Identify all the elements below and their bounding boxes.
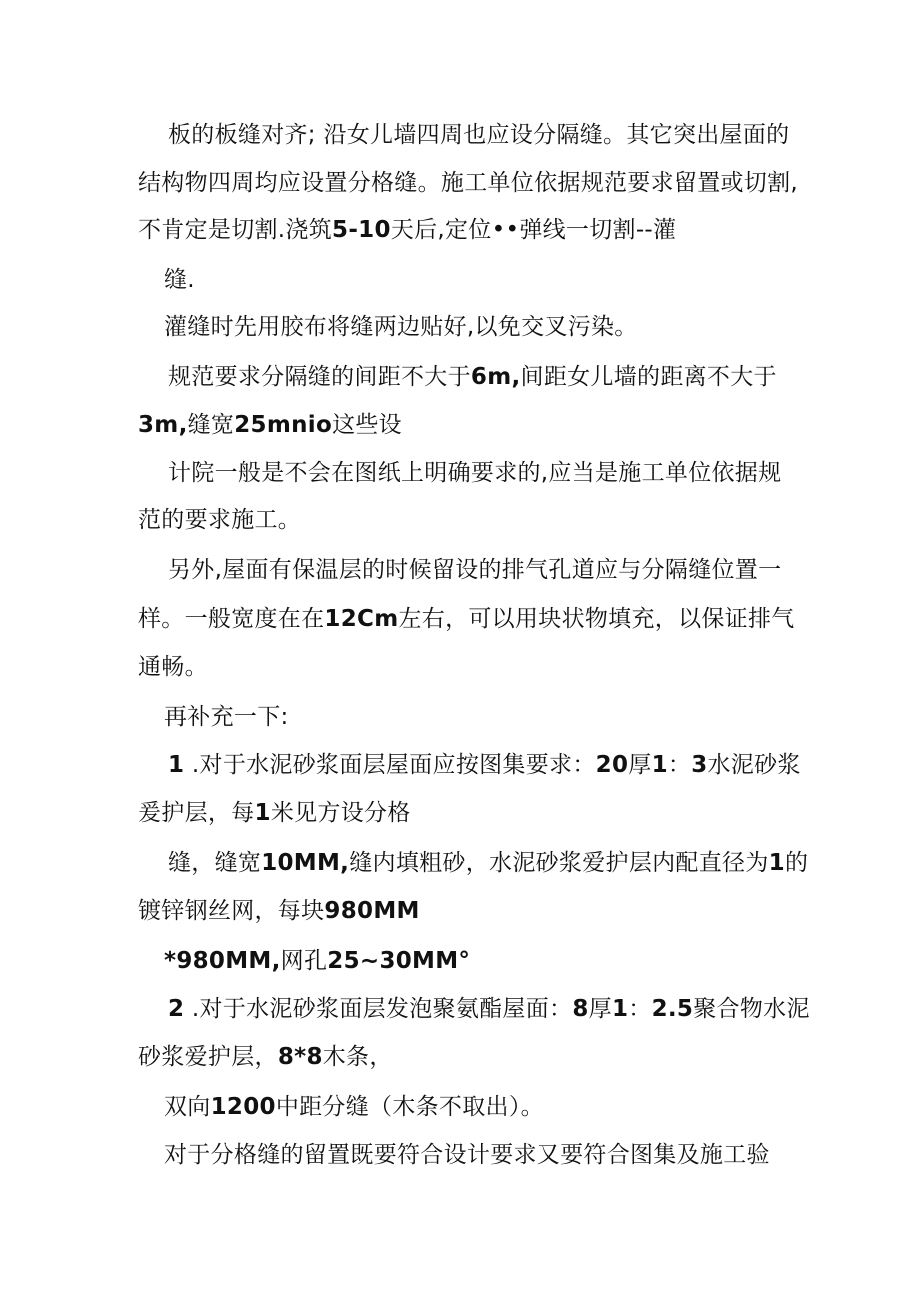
text-segment: 缝宽: [187, 412, 235, 438]
text-line: [168, 458, 781, 488]
bold-text-segment: 1200: [210, 1094, 276, 1120]
text-segment: 爰护层，每: [138, 800, 255, 826]
text-segment: 厚: [588, 996, 612, 1022]
bold-text-segment: 1: [254, 800, 271, 826]
text-segment: 间距女儿墙的距离不大于: [520, 364, 777, 390]
text-line: [138, 410, 402, 440]
bold-text-segment: 12Cm: [324, 606, 399, 632]
text-line: [164, 1092, 544, 1122]
text-segment: .对于水泥砂浆面层屋面应按图集要求：: [184, 752, 596, 778]
text-segment: 样。一般宽度在在: [138, 606, 325, 632]
text-line: [164, 946, 470, 976]
text-segment: 米见方设分格: [270, 800, 411, 826]
text-line: [168, 750, 801, 780]
text-line: [168, 120, 789, 150]
bold-text-segment: 20: [595, 752, 629, 778]
text-segment: 这些设: [332, 412, 402, 438]
text-line: [164, 312, 638, 342]
bold-text-segment: 2.5: [651, 996, 694, 1022]
text-segment: 灌缝时先用胶布将缝两边贴好,以免交叉污染。: [164, 314, 638, 340]
text-segment: 再补充一下:: [164, 704, 289, 730]
text-segment: 缝.: [164, 267, 195, 293]
text-segment: 的: [784, 850, 809, 876]
text-line: [138, 604, 795, 634]
text-segment: 板的板缝对齐; 沿女儿墙四周也应设分隔缝。其它突出屋面的: [168, 122, 790, 148]
bold-text-segment: 8: [572, 996, 589, 1022]
text-segment: 聚合物水泥: [693, 996, 810, 1022]
text-segment: 另外,屋面有保温层的时候留设的排气孔道应与分隔缝位置一: [168, 557, 782, 583]
text-segment: ：: [667, 752, 692, 778]
text-segment: 镀锌钢丝网，每块: [138, 898, 325, 924]
bold-text-segment: 10MM,: [261, 850, 350, 876]
text-segment: 不肯定是切割.浇筑: [138, 217, 333, 243]
text-line: [168, 848, 808, 878]
text-segment: 结构物四周均应设置分格缝。施工单位依据规范要求留置或切割,: [138, 170, 799, 196]
text-segment: 计院一般是不会在图纸上明确要求的,应当是施工单位依据规: [168, 460, 782, 486]
bold-text-segment: 8*8: [277, 1044, 323, 1070]
text-segment: 砂浆爱护层，: [138, 1044, 278, 1070]
text-segment: 范的要求施工。: [138, 507, 302, 533]
text-segment: 对于分格缝的留置既要符合设计要求又要符合图集及施工验: [164, 1142, 770, 1168]
text-line: [164, 265, 195, 295]
text-line: [164, 1140, 770, 1170]
bold-text-segment: 3m,: [138, 412, 188, 438]
text-line: [138, 896, 420, 926]
text-segment: .对于水泥砂浆面层发泡聚氨酯屋面：: [184, 996, 573, 1022]
bold-text-segment: 5-10: [332, 217, 391, 243]
text-segment: 厚: [628, 752, 652, 778]
bold-text-segment: 980MM: [324, 898, 420, 924]
bold-text-segment: 25~30MM°: [327, 948, 471, 974]
text-segment: 缝，缝宽: [168, 850, 262, 876]
bold-text-segment: 1: [651, 752, 668, 778]
text-segment: 网孔: [280, 948, 328, 974]
bold-text-segment: 2: [168, 996, 185, 1022]
text-line: [138, 168, 798, 198]
text-line: [138, 1042, 393, 1072]
text-line: [138, 505, 301, 535]
text-segment: 通畅。: [138, 654, 208, 680]
text-segment: 缝内填粗砂，水泥砂浆爱护层内配直径为: [349, 850, 769, 876]
bold-text-segment: *980MM,: [164, 948, 281, 974]
text-segment: 双向: [164, 1094, 211, 1120]
text-line: [164, 702, 289, 732]
text-segment: 天后,定位••弹线一切割--灌: [390, 217, 677, 243]
text-segment: 中距分缝（木条不取出）。: [275, 1094, 544, 1120]
text-segment: 左右，可以用块状物填充，以保证排气: [398, 606, 795, 632]
bold-text-segment: 3: [691, 752, 708, 778]
text-line: [168, 555, 781, 585]
bold-text-segment: 25mnio: [234, 412, 333, 438]
text-line: [168, 994, 810, 1024]
text-line: [168, 362, 777, 392]
text-segment: ：: [628, 996, 652, 1022]
bold-text-segment: 1: [768, 850, 785, 876]
text-segment: 水泥砂浆: [707, 752, 801, 778]
text-line: [138, 652, 208, 682]
bold-text-segment: 1: [168, 752, 185, 778]
text-line: [138, 215, 676, 245]
bold-text-segment: 6m,: [470, 364, 521, 390]
bold-text-segment: 1: [611, 996, 629, 1022]
text-segment: 规范要求分隔缝的间距不大于: [168, 364, 471, 390]
text-line: [138, 798, 411, 828]
text-segment: 木条，: [322, 1044, 393, 1070]
